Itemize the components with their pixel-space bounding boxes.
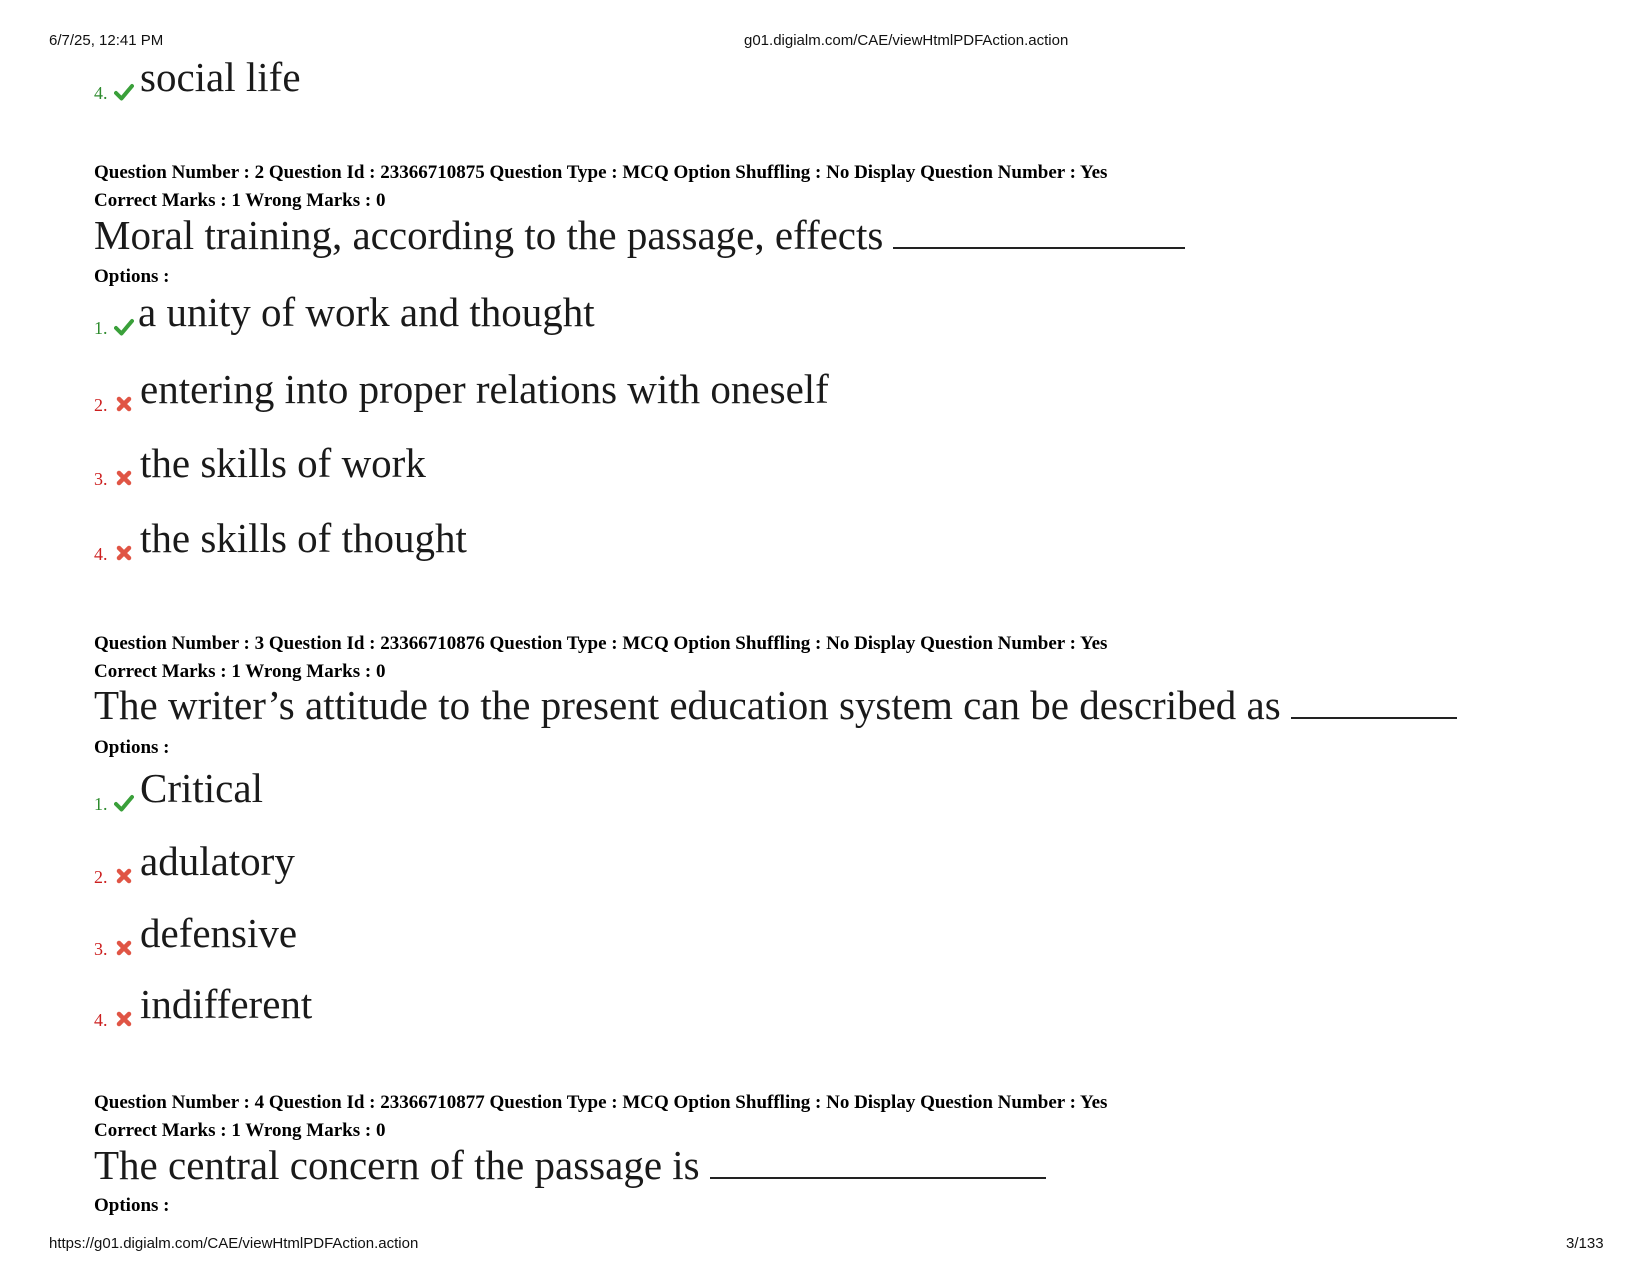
option-text: the skills of thought — [140, 515, 467, 561]
options-label: Options : — [94, 737, 170, 758]
option-text: Critical — [140, 765, 263, 811]
question-text-content: The central concern of the passage is — [94, 1142, 700, 1188]
check-icon — [114, 317, 134, 337]
option-number: 4. — [94, 1010, 108, 1030]
option-number: 2. — [94, 867, 108, 887]
option-text: the skills of work — [140, 440, 426, 486]
option-text: entering into proper relations with oneself — [140, 366, 829, 412]
cross-icon — [114, 1009, 134, 1029]
question-text-content: The writer’s attitude to the present education system can be described as — [94, 682, 1281, 728]
question-meta: Question Number : 2 Question Id : 23366710875 Question Type : MCQ Option Shuffling : No Display Question Number : Yes — [94, 162, 1108, 183]
option-number: 3. — [94, 469, 108, 489]
option-number: 1. — [94, 794, 108, 814]
footer-url: https://g01.digialm.com/CAE/viewHtmlPDFAction.action — [49, 1235, 419, 1252]
question-text — [94, 682, 1457, 728]
answer-blank — [710, 1176, 1046, 1179]
question-marks: Correct Marks : 1 Wrong Marks : 0 — [94, 190, 386, 211]
option-text: adulatory — [140, 838, 295, 884]
cross-icon — [114, 543, 134, 563]
question-text-content: Moral training, according to the passage, effects — [94, 212, 884, 258]
print-datetime: 6/7/25, 12:41 PM — [49, 32, 164, 49]
question-marks: Correct Marks : 1 Wrong Marks : 0 — [94, 1120, 386, 1141]
check-icon — [114, 82, 134, 102]
question-text — [94, 1142, 1046, 1188]
option-number: 2. — [94, 395, 108, 415]
question-text — [94, 212, 1185, 258]
question-marks: Correct Marks : 1 Wrong Marks : 0 — [94, 661, 386, 682]
option-text: social life — [140, 54, 301, 100]
answer-blank — [893, 246, 1185, 249]
answer-blank — [1291, 716, 1457, 719]
option-number: 1. — [94, 318, 108, 338]
option-number: 4. — [94, 544, 108, 564]
option-number: 4. — [94, 83, 108, 103]
print-url: g01.digialm.com/CAE/viewHtmlPDFAction.action — [744, 32, 1069, 49]
cross-icon — [114, 394, 134, 414]
options-label: Options : — [94, 266, 170, 287]
page-number: 3/133 — [1566, 1235, 1604, 1252]
option-text: a unity of work and thought — [138, 289, 595, 335]
question-meta: Question Number : 3 Question Id : 23366710876 Question Type : MCQ Option Shuffling : No Display Question Number : Yes — [94, 633, 1108, 654]
option-text: defensive — [140, 910, 298, 956]
check-icon — [114, 793, 134, 813]
option-text: indifferent — [140, 981, 313, 1027]
cross-icon — [114, 938, 134, 958]
question-meta: Question Number : 4 Question Id : 23366710877 Question Type : MCQ Option Shuffling : No Display Question Number : Yes — [94, 1092, 1108, 1113]
option-number: 3. — [94, 939, 108, 959]
cross-icon — [114, 866, 134, 886]
cross-icon — [114, 468, 134, 488]
options-label: Options : — [94, 1195, 170, 1216]
